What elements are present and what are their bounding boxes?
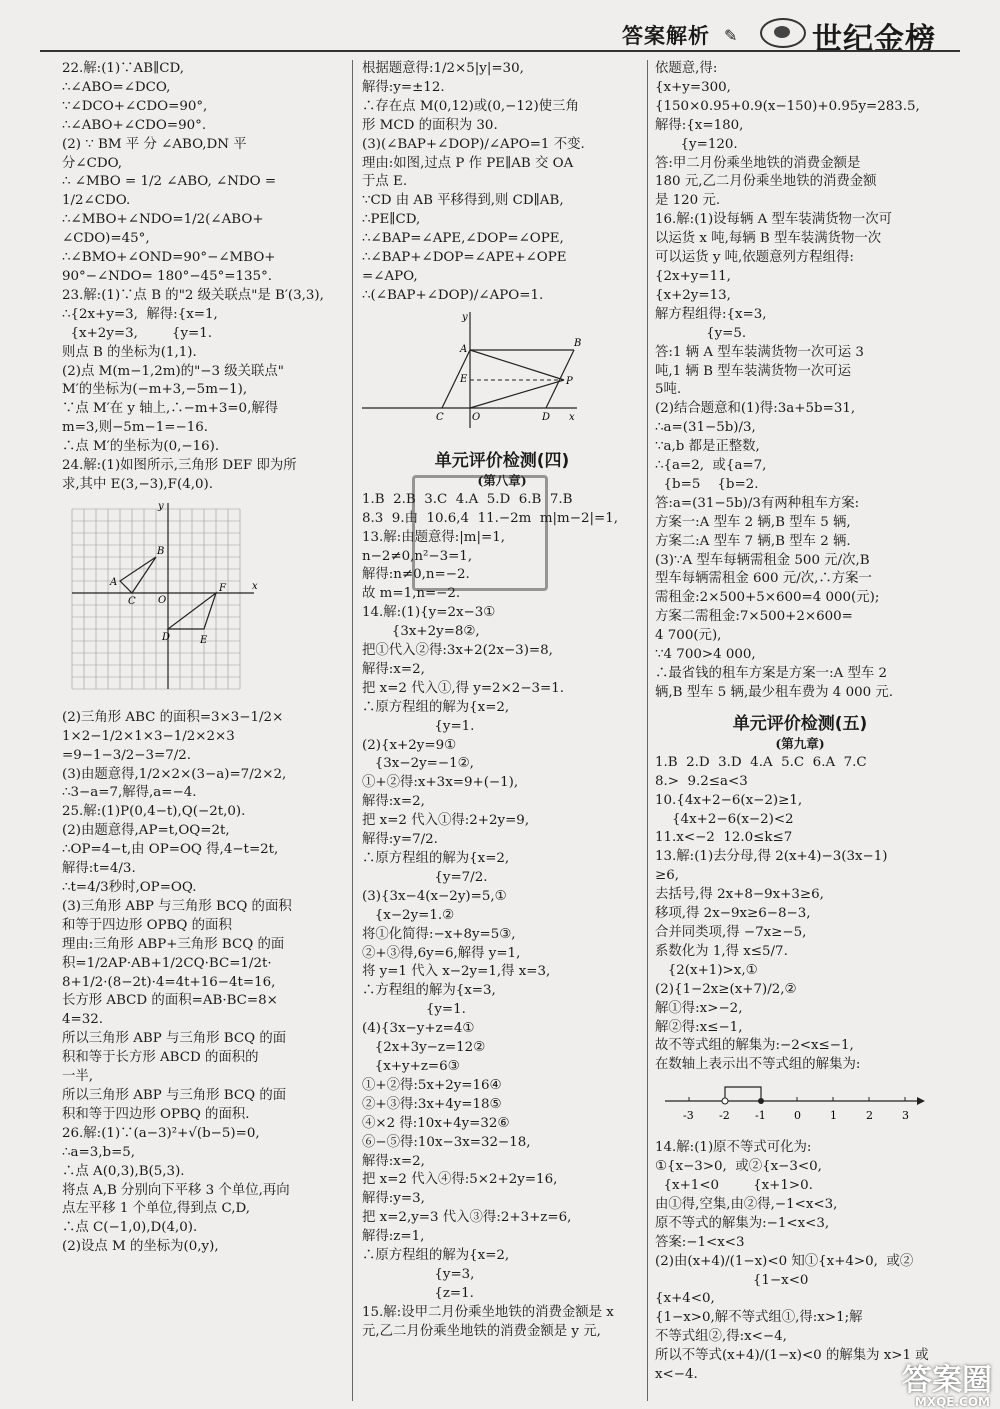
axis-y-label: y	[462, 311, 468, 323]
answer-block	[62, 60, 345, 495]
text-line: 解得:y=7/2.	[362, 832, 438, 848]
text-line: 解①得:x>−2,	[655, 1000, 743, 1016]
text-line: ∴∠BAP+∠DOP=∠APE+∠OPE	[362, 250, 567, 266]
pen-icon: ✎	[724, 26, 738, 45]
text-line: 故 m=1,n=−2.	[362, 586, 461, 602]
text-line: {x+y+z=6③	[362, 1058, 460, 1074]
section-subtitle: (第八章)	[477, 472, 527, 488]
text-line: 解得:t=4/3.	[62, 861, 136, 877]
text-line: ∵点 M′在 y 轴上,∴−m+3=0,解得	[62, 401, 279, 417]
text-line: 积=1/2AP·AB+1/2CQ·BC=1/2t·	[62, 955, 272, 971]
text-line: m=3,则−5m−1=−16.	[62, 420, 208, 436]
text-line: 答:a=(31−5b)/3有两种租车方案:	[655, 495, 860, 511]
tick-label: 1	[830, 1109, 837, 1123]
text-line: {y=120.	[655, 136, 738, 152]
text-line: 可以运货 y 吨,依题意列方程组得:	[655, 250, 854, 266]
text-line: 解得:z=1,	[362, 1229, 425, 1245]
text-line: 型车每辆需租金 600 元/次,∴方案一	[655, 571, 872, 587]
column-divider	[647, 60, 648, 1401]
text-line: {x+2y=13,	[655, 287, 731, 303]
text-line: {y=1.	[362, 718, 475, 734]
text-line: x<−4.	[655, 1367, 698, 1383]
tick-label: 0	[794, 1109, 801, 1123]
text-line: 是 120 元.	[655, 193, 721, 209]
text-line: 形 MCD 的面积为 30.	[362, 117, 498, 133]
text-line: 由①得,空集,由②得,−1<x<3,	[655, 1196, 838, 1212]
text-line: 分∠CDO,	[62, 155, 123, 171]
segment-op	[470, 380, 564, 408]
text-line: ∴方程组的解为{x=3,	[362, 983, 496, 999]
text-line: 90°−∠NDO= 180°−45°=135°.	[62, 268, 273, 284]
text-line: {x+2y=3, {y=1.	[62, 325, 213, 341]
text-line: ∴a=(31−5b)/3,	[655, 420, 756, 436]
text-line: (3){3x−4(x−2y)=5,①	[362, 888, 507, 904]
point-label-a: A	[460, 343, 468, 355]
text-line: (2) ∵ BM 平 分 ∠ABO,DN 平	[62, 136, 247, 152]
text-line: ∴a=3,b=5,	[62, 1144, 136, 1160]
watermark-badge: 答案圈	[902, 1363, 992, 1398]
tick-label: 3	[902, 1109, 909, 1123]
text-line: ∴∠BMO+∠OND=90°−∠MBO+	[62, 250, 276, 266]
point-label-o: O	[472, 411, 481, 423]
text-line: 辆,B 型车 5 辆,最少租车费为 4 000 元.	[655, 684, 894, 700]
text-line: (2)由(x+4)/(1−x)<0 知①{x+4>0, 或②	[655, 1253, 914, 1269]
text-line: ⑥−⑤得:10x−3x=32−18,	[362, 1134, 531, 1150]
page-header	[0, 0, 1000, 58]
text-line: 于点 E.	[362, 174, 408, 190]
arrow-icon	[917, 1097, 925, 1105]
column-right	[655, 60, 945, 1401]
text-line: =9−1−3/2−3=7/2.	[62, 747, 192, 763]
text-line: ①+②得:5x+2y=16④	[362, 1077, 502, 1093]
text-line: ∴∠MBO+∠NDO=1/2(∠ABO+	[62, 212, 264, 228]
column-divider	[352, 60, 353, 1401]
text-line: 13.解:由题意得:|m|=1,	[362, 529, 505, 545]
text-line: 依题意,得:	[655, 61, 718, 76]
text-line: 1.B 2.B 3.C 4.A 5.D 6.B 7.B	[362, 491, 573, 507]
text-line: ∴PE∥CD,	[362, 212, 421, 228]
tick-label: 2	[866, 1109, 873, 1123]
text-line: 解②得:x≤−1,	[655, 1019, 743, 1035]
text-line: {z=1.	[362, 1285, 474, 1301]
text-line: ①{x−3>0, 或②{x−3<0,	[655, 1159, 822, 1175]
point-label-p: P	[566, 375, 573, 387]
text-line: 将点 A,B 分别向下平移 3 个单位,再向	[62, 1182, 290, 1198]
text-line: 24.解:(1)如图所示,三角形 DEF 即为所	[62, 458, 297, 474]
text-line: {y=1.	[362, 1002, 466, 1018]
text-line: ∴存在点 M(0,12)或(0,−12)使三角	[362, 98, 579, 114]
text-line: (2)点 M(m−1,2m)的"−3 级关联点"	[62, 363, 284, 379]
text-line: {150×0.95+0.9(x−150)+0.95y=283.5,	[655, 98, 920, 114]
text-line: {y=3,	[362, 1266, 475, 1282]
text-line: (3)∵A 型车每辆需租金 500 元/次,B	[655, 552, 870, 568]
text-line: (2)结合题意和(1)得:3a+5b=31,	[655, 401, 856, 417]
text-line: {x+4<0,	[655, 1291, 715, 1307]
text-line: 22.解:(1)∵AB∥CD,	[62, 61, 185, 76]
text-line: 解得:y=3,	[362, 1191, 425, 1207]
solution-bracket	[725, 1087, 761, 1101]
text-line: 180 元,乙二月份乘坐地铁的消费金额	[655, 174, 877, 190]
text-line: {b=5 {b=2.	[655, 476, 759, 492]
text-line: ①+②得:x+3x=9+(−1),	[362, 775, 519, 791]
text-line: 答:1 辆 A 型车装满货物一次可运 3	[655, 344, 864, 360]
text-line: (3)由题意得,1/2×2×(3−a)=7/2×2,	[62, 766, 287, 782]
text-line: ④×2 得:10x+4y=32⑥	[362, 1115, 510, 1131]
answer-block	[362, 60, 642, 306]
text-line: {3x−2y=−1②,	[362, 756, 474, 772]
text-line: 积和等于四边形 OPBQ 的面积.	[62, 1106, 250, 1122]
text-line: 11.x<−2 12.0≤k≤7	[655, 830, 793, 846]
text-line: 8.3 9.由 10.6,4 11.−2m m|m−2|=1,	[362, 510, 618, 526]
point-label-a: A	[110, 576, 118, 588]
text-line: 23.解:(1)∵点 B 的"2 级关联点"是 B′(3,3),	[62, 287, 324, 303]
point-label-d: D	[162, 631, 171, 643]
point-label-b: B	[574, 337, 582, 349]
text-line: ∴∠BAP=∠APE,∠DOP=∠OPE,	[362, 231, 564, 247]
text-line: 把 x=2,y=3 代入③得:2+3+z=6,	[362, 1210, 572, 1226]
segment-ap	[470, 350, 564, 380]
text-line: (2)设点 M 的坐标为(0,y),	[62, 1239, 219, 1255]
point-label-d: D	[542, 411, 551, 423]
text-line: 元,乙二月份乘坐地铁的消费金额是 y 元,	[362, 1323, 601, 1339]
section-title: 单元评价检测(五)	[732, 713, 868, 734]
text-line: 解得:n≠0,n=−2.	[362, 567, 470, 583]
text-line: 不等式组②,得:x<−4,	[655, 1329, 787, 1345]
text-line: 以运货 x 吨,每辆 B 型车装满货物一次	[655, 231, 882, 247]
text-line: (2)由题意得,AP=t,OQ=2t,	[62, 823, 230, 839]
text-line: ≥6,	[655, 868, 679, 884]
text-line: {1−x<0	[655, 1272, 809, 1288]
text-line: ∴点 M′的坐标为(0,−16).	[62, 439, 220, 455]
text-line: 将①化简得:−x+8y=5③,	[362, 926, 516, 942]
header-label: 答案解析	[622, 24, 710, 48]
text-line: 在数轴上表示出不等式组的解集为:	[655, 1057, 861, 1073]
text-line: {x+y=300,	[655, 79, 731, 95]
parallel-figure	[362, 310, 582, 430]
text-line: 解得:x=2,	[362, 661, 425, 677]
column-middle	[362, 60, 642, 1401]
header-rule	[40, 50, 960, 52]
text-line: 将 y=1 代入 x−2y=1,得 x=3,	[362, 964, 551, 980]
text-line: ∵4 700>4 000,	[655, 647, 756, 663]
text-line: 4=32.	[62, 1012, 104, 1028]
text-line: {x+1<0 {x+1>0.	[655, 1178, 813, 1194]
text-line: (2){x+2y=9①	[362, 737, 457, 753]
text-line: 去括号,得 2x+8−9x+3≥6,	[655, 887, 824, 903]
answer-block	[62, 709, 345, 1257]
text-line: 需租金:2×500+5×600=4 000(元);	[655, 590, 880, 606]
text-line: 15.解:设甲二月份乘坐地铁的消费金额是 x	[362, 1304, 614, 1320]
text-line: {y=5.	[655, 325, 747, 341]
text-line: 1×2−1/2×1×3−1/2×2×3	[62, 728, 235, 744]
text-line: (3)三角形 ABP 与三角形 BCQ 的面积	[62, 898, 292, 914]
text-line: 根据题意得:1/2×5|y|=30,	[362, 61, 524, 76]
text-line: 和等于四边形 OPBQ 的面积	[62, 917, 232, 933]
text-line: (2)三角形 ABC 的面积=3×3−1/2×	[62, 709, 284, 725]
text-line: (3)(∠BAP+∠DOP)/∠APO=1 不变.	[362, 136, 585, 152]
text-line: 10.{4x+2−6(x−2)≥1,	[655, 792, 803, 808]
grid-lines	[72, 509, 240, 689]
text-line: n−2≠0,n²−3=1,	[362, 548, 473, 564]
text-line: ②+③得:3x+4y=18⑤	[362, 1096, 502, 1112]
brand-logo-icon	[760, 18, 806, 48]
text-line: {1−x>0,解不等式组①,得:x>1;解	[655, 1310, 863, 1326]
text-line: 8+1/2·(8−2t)·4=4t+16−4t=16,	[62, 974, 276, 990]
text-line: 把 x=2 代入①,得 y=2×2−3=1.	[362, 680, 565, 696]
watermark-url: MXQE.COM	[914, 1395, 990, 1409]
tick-label: -3	[683, 1109, 694, 1123]
text-line: ∴{a=2, 或{a=7,	[655, 458, 767, 474]
text-line: ∵a,b 都是正整数,	[655, 439, 760, 455]
text-line: 积和等于长方形 ABCD 的面积的	[62, 1050, 259, 1066]
text-line: 14.解:(1){y=2x−3①	[362, 605, 496, 621]
text-line: 求,其中 E(3,−3),F(4,0).	[62, 476, 213, 492]
column-left	[62, 60, 345, 1401]
text-line: 把①代入②得:3x+2(2x−3)=8,	[362, 643, 553, 659]
point-label-b: B	[157, 545, 165, 557]
text-line: 系数化为 1,得 x≤5/7.	[655, 943, 788, 959]
section-title: 单元评价检测(四)	[434, 450, 570, 471]
text-line: ∴原方程组的解为{x=2,	[362, 851, 510, 866]
text-line: ∴原方程组的解为{x=2,	[362, 1248, 510, 1264]
text-line: M′的坐标为(−m+3,−5m−1),	[62, 382, 248, 398]
text-line: ②+③得,6y=6,解得 y=1,	[362, 945, 521, 961]
text-line: ∴最省钱的租车方案是方案一:A 型车 2	[655, 666, 888, 681]
point-label-e: E	[200, 634, 208, 646]
axis-y-label: y	[158, 500, 164, 512]
text-line: 理由:如图,过点 P 作 PE∥AB 交 OA	[362, 155, 574, 171]
closed-endpoint	[758, 1098, 764, 1104]
text-line: ∴3−a=7,解得,a=−4.	[62, 785, 197, 801]
text-line: 点左平移 1 个单位,得到点 C,D,	[62, 1201, 250, 1217]
text-line: 25.解:(1)P(0,4−t),Q(−2t,0).	[62, 804, 246, 820]
text-line: 把 x=2 代入①得:2+2y=9,	[362, 813, 530, 829]
text-line: ∴ ∠MBO = 1/2 ∠ABO, ∠NDO =	[62, 174, 277, 190]
section-subtitle: (第九章)	[775, 735, 825, 751]
text-line: 所以三角形 ABP 与三角形 BCQ 的面	[62, 1087, 287, 1103]
point-label-e: E	[460, 373, 468, 385]
text-line: ∵CD 由 AB 平移得到,则 CD∥AB,	[362, 193, 564, 209]
text-line: 解得:{x=180,	[655, 117, 744, 133]
text-line: 原不等式的解集为:−1<x<3,	[655, 1215, 830, 1231]
text-line: 方案二需租金:7×500+2×600=	[655, 609, 853, 625]
answer-block	[655, 60, 945, 703]
text-line: 1.B 2.D 3.D 4.A 5.C 6.A 7.C	[655, 754, 867, 770]
grid-figure	[62, 499, 262, 699]
origin-label: O	[158, 594, 167, 606]
text-line: {2x+3y−z=12②	[362, 1040, 486, 1056]
tick-label: -1	[755, 1109, 766, 1123]
text-line: {2(x+1)>x,①	[655, 962, 758, 978]
header-brand: 世纪金榜	[812, 22, 936, 57]
text-line: 方案一:A 型车 2 辆,B 型车 5 辆,	[655, 514, 851, 530]
point-label-f: F	[219, 582, 226, 594]
triangle-abc	[120, 557, 156, 593]
number-line-figure	[655, 1079, 925, 1129]
text-line: 则点 B 的坐标为(1,1).	[62, 344, 197, 360]
text-line: {4x+2−6(x−2)<2	[655, 811, 794, 827]
text-line: 一半,	[62, 1069, 94, 1085]
text-line: 解方程组得:{x=3,	[655, 306, 767, 322]
text-line: 答案:−1<x<3	[655, 1234, 745, 1250]
text-line: ∴∠ABO+∠CDO=90°.	[62, 117, 207, 133]
answer-block	[362, 491, 642, 1342]
text-line: ∵∠DCO+∠CDO=90°,	[62, 98, 208, 114]
text-line: 16.解:(1)设每辆 A 型车装满货物一次可	[655, 212, 893, 228]
text-line: {x−2y=1.②	[362, 907, 455, 923]
text-line: 答:甲二月份乘坐地铁的消费金额是	[655, 155, 861, 171]
axis-x-label: x	[569, 411, 575, 423]
text-line: 14.解:(1)原不等式可化为:	[655, 1140, 812, 1156]
text-line: 理由:三角形 ABP+三角形 BCQ 的面	[62, 936, 285, 952]
text-line: 13.解:(1)去分母,得 2(x+4)−3(3x−1)	[655, 849, 888, 865]
text-line: ∴OP=4−t,由 OP=OQ 得,4−t=2t,	[62, 842, 279, 858]
tick-label: -2	[719, 1109, 730, 1123]
text-line: ∴点 C(−1,0),D(4,0).	[62, 1220, 198, 1236]
text-line: 吨,1 辆 B 型车装满货物一次可运	[655, 363, 852, 379]
text-line: {2x+y=11,	[655, 268, 731, 284]
open-endpoint	[722, 1098, 728, 1104]
text-line: 解得:x=2,	[362, 1153, 425, 1169]
text-line: 移项,得 2x−9x≥6−8−3,	[655, 906, 811, 922]
text-line: ∴∠ABO=∠DCO,	[62, 79, 171, 95]
text-line: ∠CDO)=45°,	[62, 231, 150, 247]
text-line: ∴(∠BAP+∠DOP)/∠APO=1.	[362, 287, 544, 303]
text-line: 方案二:A 型车 7 辆,B 型车 2 辆.	[655, 533, 851, 549]
text-line: ∴原方程组的解为{x=2,	[362, 699, 510, 715]
text-line: =∠APO,	[362, 268, 418, 284]
text-line: 所以三角形 ABP 与三角形 BCQ 的面	[62, 1031, 287, 1047]
text-line: 26.解:(1)∵(a−3)²+√(b−5)=0,	[62, 1125, 260, 1141]
text-line: 解得:y=±12.	[362, 79, 445, 95]
text-line: 1/2∠CDO.	[62, 193, 131, 209]
text-line: {3x+2y=8②,	[362, 624, 480, 640]
text-line: ∴{2x+y=3, 解得:{x=1,	[62, 306, 218, 322]
text-line: 所以不等式(x+4)/(1−x)<0 的解集为 x>1 或	[655, 1348, 929, 1364]
text-line: {y=7/2.	[362, 869, 488, 885]
text-line: ∴点 A(0,3),B(5,3).	[62, 1163, 185, 1179]
text-line: 5吨.	[655, 382, 682, 398]
point-label-c: C	[436, 411, 444, 423]
text-line: 长方形 ABCD 的面积=AB·BC=8×	[62, 993, 278, 1009]
text-line: ∴t=4/3秒时,OP=OQ.	[62, 880, 197, 895]
text-line: 解得:x=2,	[362, 794, 425, 810]
text-line: 把 x=2 代入④得:5×2+2y=16,	[362, 1172, 558, 1188]
axis-x-label: x	[252, 580, 258, 592]
text-line: (4){3x−y+z=4①	[362, 1021, 475, 1037]
text-line: 故不等式组的解集为:−2<x≤−1,	[655, 1038, 854, 1054]
text-line: 8.> 9.2≤a<3	[655, 773, 748, 789]
answer-block	[655, 754, 945, 1075]
text-line: 4 700(元),	[655, 628, 722, 644]
text-line: (2){1−2x≥(x+7)/2,②	[655, 981, 797, 997]
answer-block	[655, 1139, 945, 1385]
point-label-c: C	[128, 595, 136, 607]
text-line: 合并同类项,得 −7x≥−5,	[655, 924, 807, 940]
